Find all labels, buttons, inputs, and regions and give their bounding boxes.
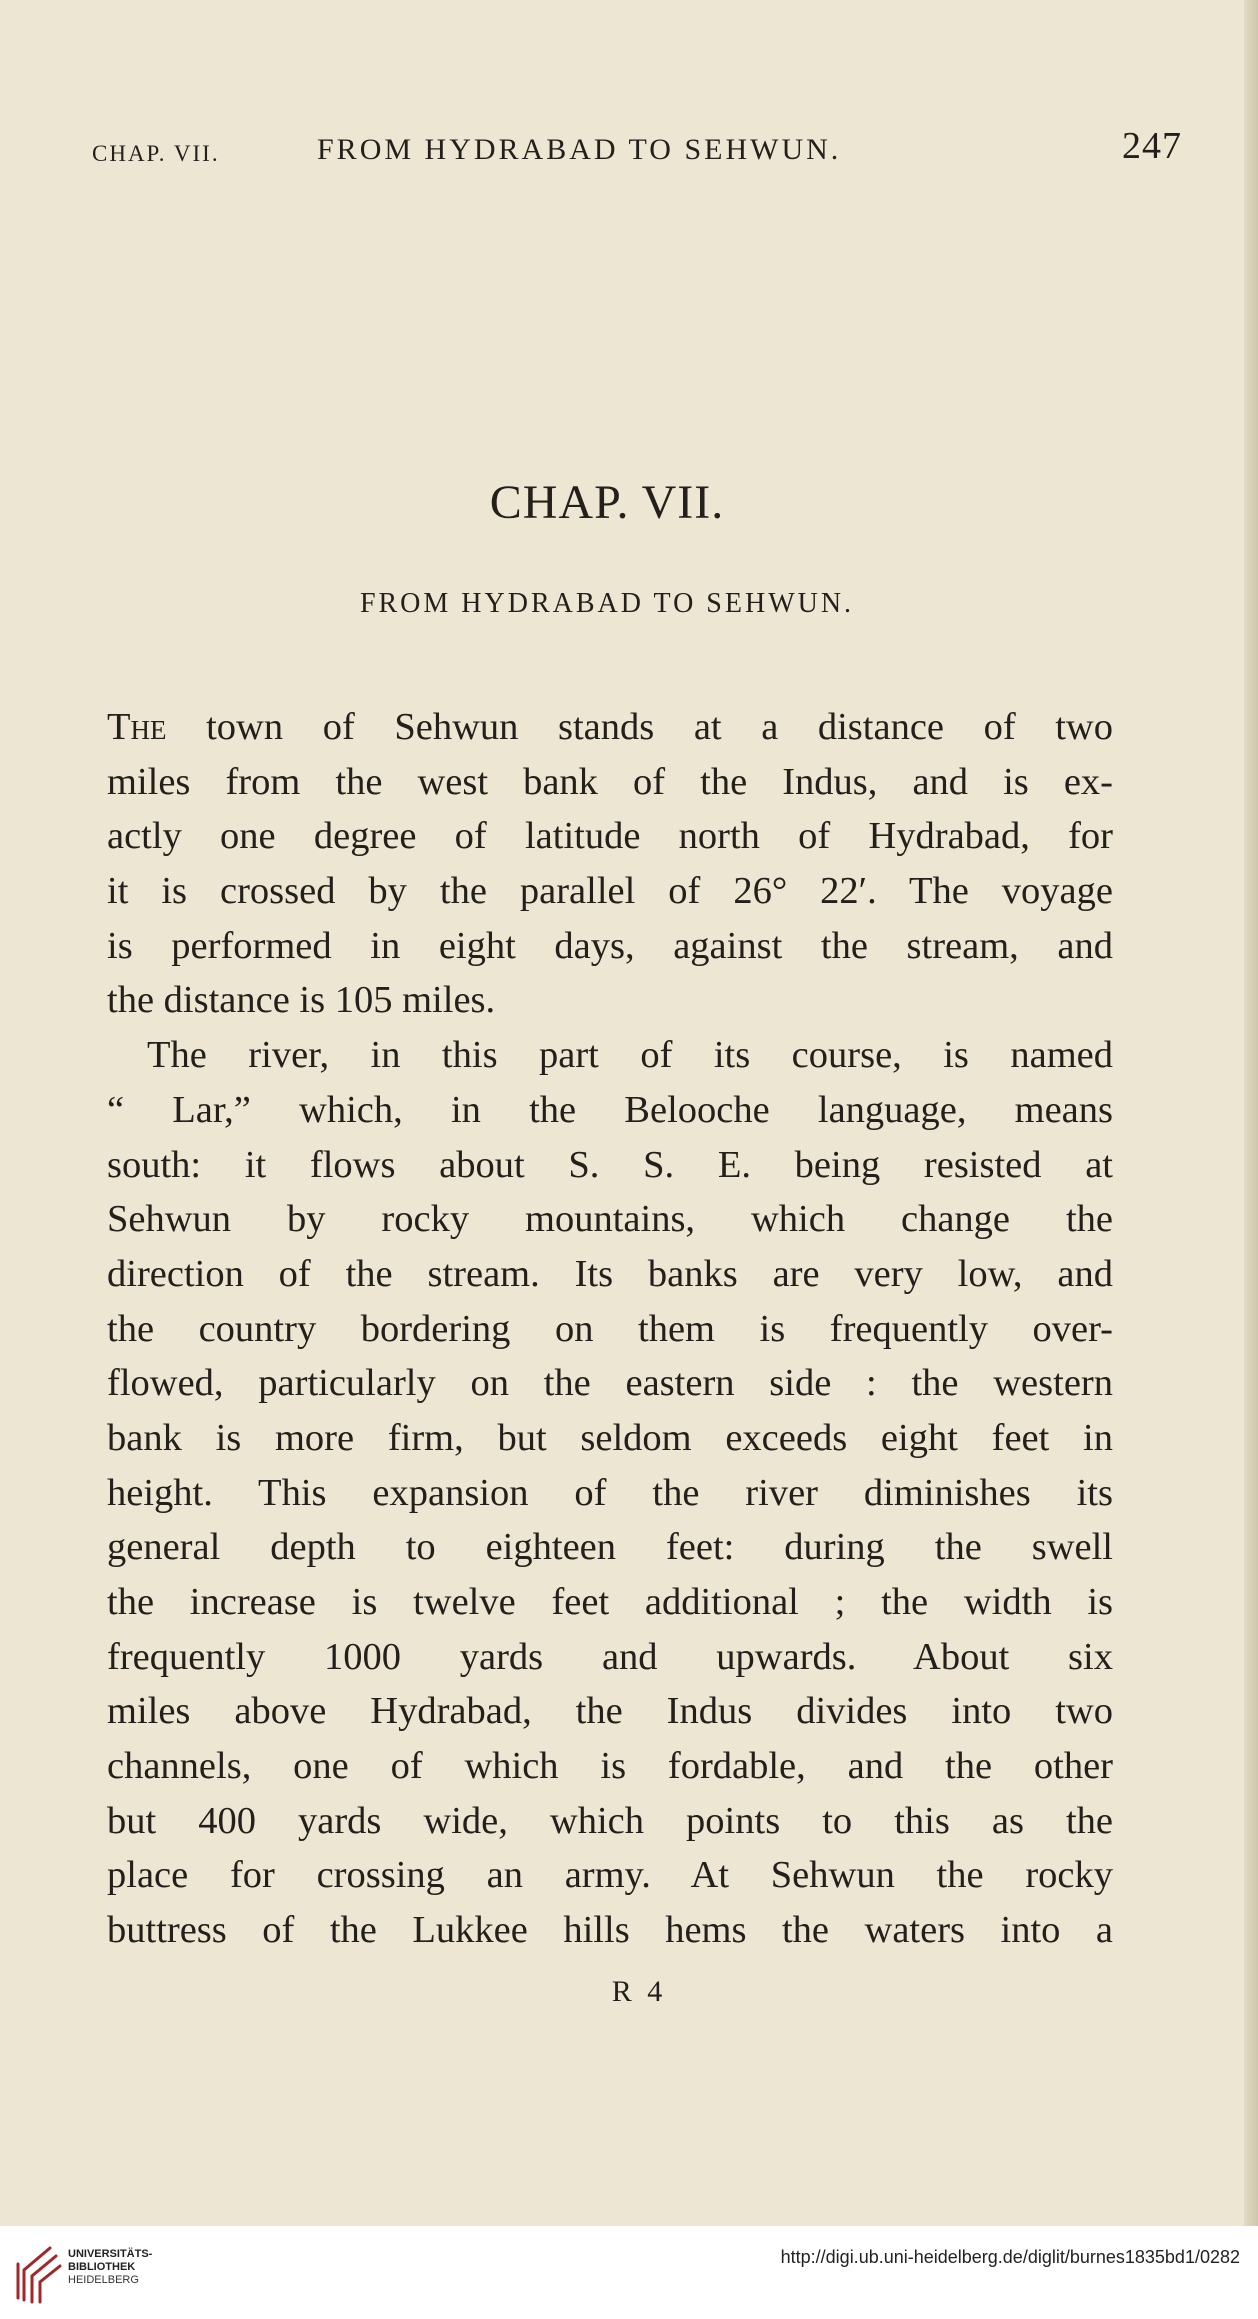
text-line: south: it flows about S. S. E. being resisted at bbox=[107, 1143, 1113, 1186]
text-line: the increase is twelve feet additional ; the width is bbox=[107, 1581, 1113, 1623]
source-url-link[interactable]: http://digi.ub.uni-heidelberg.de/diglit/burnes1835bd1/0282 bbox=[780, 2247, 1240, 2267]
text-line: but 400 yards wide, which points to this as the bbox=[107, 1799, 1113, 1842]
text-line: bank is more firm, but seldom exceeds eight feet in bbox=[107, 1416, 1113, 1459]
text-line: place for crossing an army. At Sehwun the rocky bbox=[107, 1854, 1113, 1897]
text-line: frequently 1000 yards and upwards. About six bbox=[107, 1635, 1113, 1678]
body-text bbox=[107, 700, 1113, 1958]
text-line: miles from the west bank of the Indus, and is ex- bbox=[107, 760, 1113, 803]
library-name-line2: BIBLIOTHEK bbox=[68, 2261, 136, 2273]
text-line: general depth to eighteen feet: during the swell bbox=[107, 1526, 1113, 1569]
chapter-subtitle: FROM HYDRABAD TO SEHWUN. bbox=[359, 588, 855, 619]
text-line: channels, one of which is fordable, and the other bbox=[107, 1745, 1113, 1788]
university-library-logo-icon[interactable] bbox=[10, 2240, 64, 2306]
text-line: miles above Hydrabad, the Indus divides into two bbox=[107, 1690, 1113, 1733]
text-line: it is crossed by the parallel of 26° 22′. The voyage bbox=[107, 870, 1113, 913]
text-line: is performed in eight days, against the stream, and bbox=[107, 924, 1113, 967]
text-line: The river, in this part of its course, is named bbox=[147, 1034, 1113, 1077]
text-line: actly one degree of latitude north of Hydrabad, for bbox=[107, 815, 1113, 858]
text-line: The town of Sehwun stands at a distance of two bbox=[107, 706, 1113, 748]
signature-mark: R 4 bbox=[611, 1975, 667, 2008]
text-line: the distance is 105 miles. bbox=[107, 979, 496, 1022]
library-name-line1: UNIVERSITÄTS- bbox=[68, 2248, 153, 2260]
library-name-line3: HEIDELBERG bbox=[68, 2274, 139, 2286]
text-line: height. This expansion of the river diminishes its bbox=[107, 1471, 1113, 1514]
running-head-chapter: CHAP. VII. bbox=[92, 141, 220, 166]
text-line: Sehwun by rocky mountains, which change the bbox=[107, 1198, 1113, 1241]
page-number: 247 bbox=[1122, 125, 1182, 167]
text-line: the country bordering on them is frequently over- bbox=[107, 1307, 1113, 1350]
running-head-title: FROM HYDRABAD TO SEHWUN. bbox=[317, 133, 842, 166]
library-name bbox=[68, 2248, 152, 2287]
footer-bar bbox=[0, 2226, 1258, 2319]
chapter-heading: CHAP. VII. bbox=[489, 476, 725, 529]
text-line: “ Lar,” which, in the Belooche language, means bbox=[107, 1088, 1113, 1131]
text-line: direction of the stream. Its banks are very low, and bbox=[107, 1252, 1113, 1295]
text-line: flowed, particularly on the eastern side : the western bbox=[107, 1362, 1113, 1405]
text-line: buttress of the Lukkee hills hems the waters into a bbox=[107, 1909, 1113, 1952]
